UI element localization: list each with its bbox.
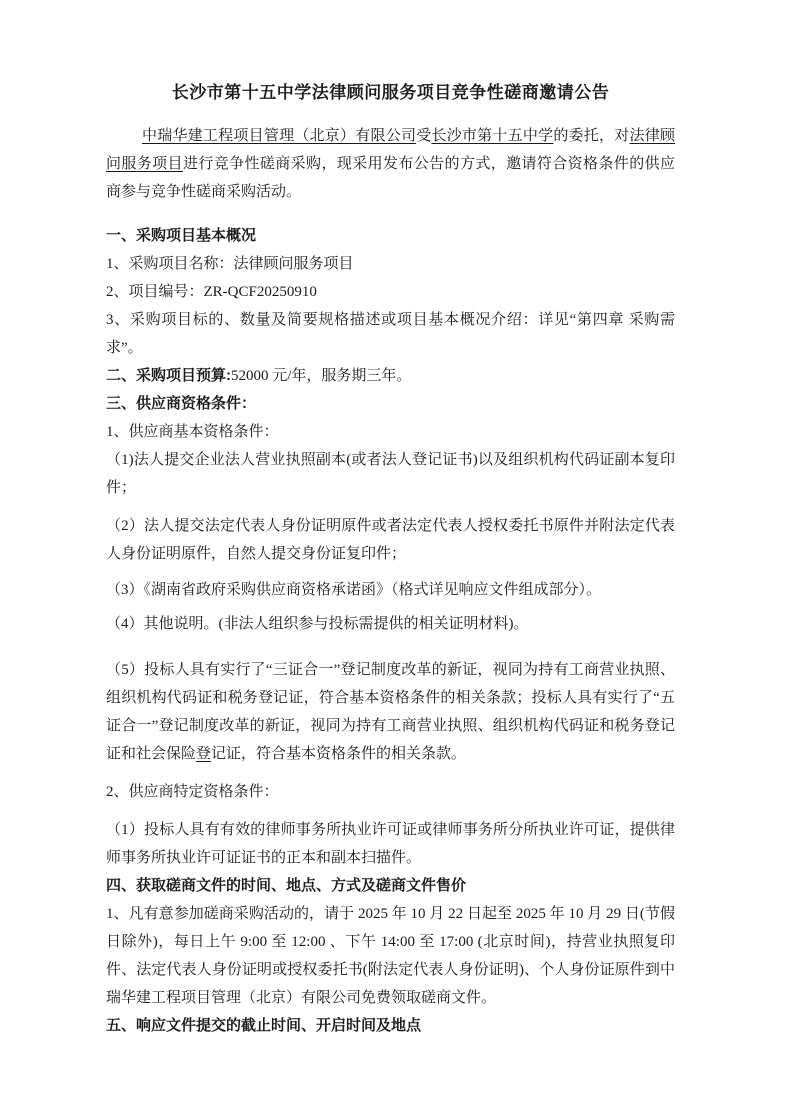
section-3-item-2: 2、供应商特定资格条件： [106, 784, 279, 800]
section-5-heading: 五、响应文件提交的截止时间、开启时间及地点 [106, 1017, 422, 1034]
section-3-item-1-sub-5 [106, 656, 675, 768]
section-2-budget-value: 52000 元/年，服务期三年。 [231, 368, 412, 384]
intro-agency-name: 中瑞华建工程项目管理（北京）有限公司 [142, 128, 417, 144]
section-3-item-1-sub-1: （1)法人提交企业法人营业执照副本(或者法人登记证书)以及组织机构代码证副本复印件； [106, 452, 675, 496]
section-2-heading-label: 二、采购项目预算: [106, 367, 231, 384]
section-3-item-1-sub-5-text-a: （5）投标人具有实行了“三证合一”登记制度改革的新证，视同为持有工商营业执照、组织机构代码证和税务登记证，符合基本资格条件的相关条款；投标人具有实行了“五证合一”登记制度改革的新证，视同为持有工商营业执照、组织机构代码证和税务登记证和社会保险 [106, 662, 675, 762]
section-3-item-1-sub-5-underlined-char: 登 [196, 746, 212, 762]
intro-paragraph [106, 122, 675, 206]
intro-project-name: 法律顾问服务项目 [106, 128, 675, 172]
section-3-heading: 三、供应商资格条件： [106, 395, 257, 412]
section-4-heading: 四、获取磋商文件的时间、地点、方式及磋商文件售价 [106, 877, 467, 894]
section-3-item-1-sub-4: （4）其他说明。(非法人组织参与投标需提供的相关证明材料)。 [106, 616, 529, 632]
document-title: 长沙市第十五中学法律顾问服务项目竞争性磋商邀请公告 [171, 83, 610, 102]
section-2-heading [106, 362, 675, 390]
section-3-item-1: 1、供应商基本资格条件： [106, 424, 279, 440]
section-3-item-1-sub-2: （2）法人提交法定代表人身份证明原件或者法定代表人授权委托书原件并附法定代表人身份证明原件，自然人提交身份证复印件； [106, 518, 675, 562]
intro-text-2: 的委托，对 [553, 128, 630, 144]
section-1-item-2: 2、项目编号：ZR-QCF20250910 [106, 284, 317, 300]
intro-client-name: 长沙市第十五中学 [431, 128, 554, 144]
section-3-item-2-sub-1: （1）投标人具有有效的律师事务所执业许可证或律师事务所分所执业许可证，提供律师事务所执业许可证证书的正本和副本扫描件。 [106, 822, 675, 866]
section-3-item-1-sub-5-text-b: 记证，符合基本资格条件的相关条款。 [211, 746, 467, 762]
section-1-item-1: 1、采购项目名称：法律顾问服务项目 [106, 256, 354, 272]
section-1-heading: 一、采购项目基本概况 [106, 227, 257, 244]
section-3-item-1-sub-3: （3）《湖南省政府采购供应商资格承诺函》（格式详见响应文件组成部分）。 [106, 582, 602, 598]
section-1-item-3: 3、采购项目标的、数量及简要规格描述或项目基本概况介绍：详见“第四章 采购需求”。 [106, 312, 675, 356]
intro-text-3: 进行竞争性磋商采购，现采用发布公告的方式，邀请符合资格条件的供应商参与竞争性磋商采购活动。 [106, 156, 675, 200]
section-4-item-1: 1、凡有意参加磋商采购活动的，请于 2025 年 10 月 22 日起至 2025 年 10 月 29 日(节假日除外)，每日上午 9:00 至 12:00 、下午 14:00 至 17:00 (北京时间)，持营业执照复印件、法定代表人身份证明或授权委托书(附法定代表人身份证明)、个人身份证原件到中瑞华建工程项目管理（北京）有限公司免费领取磋商文件。 [106, 906, 675, 1006]
intro-text-1: 受 [416, 128, 432, 144]
